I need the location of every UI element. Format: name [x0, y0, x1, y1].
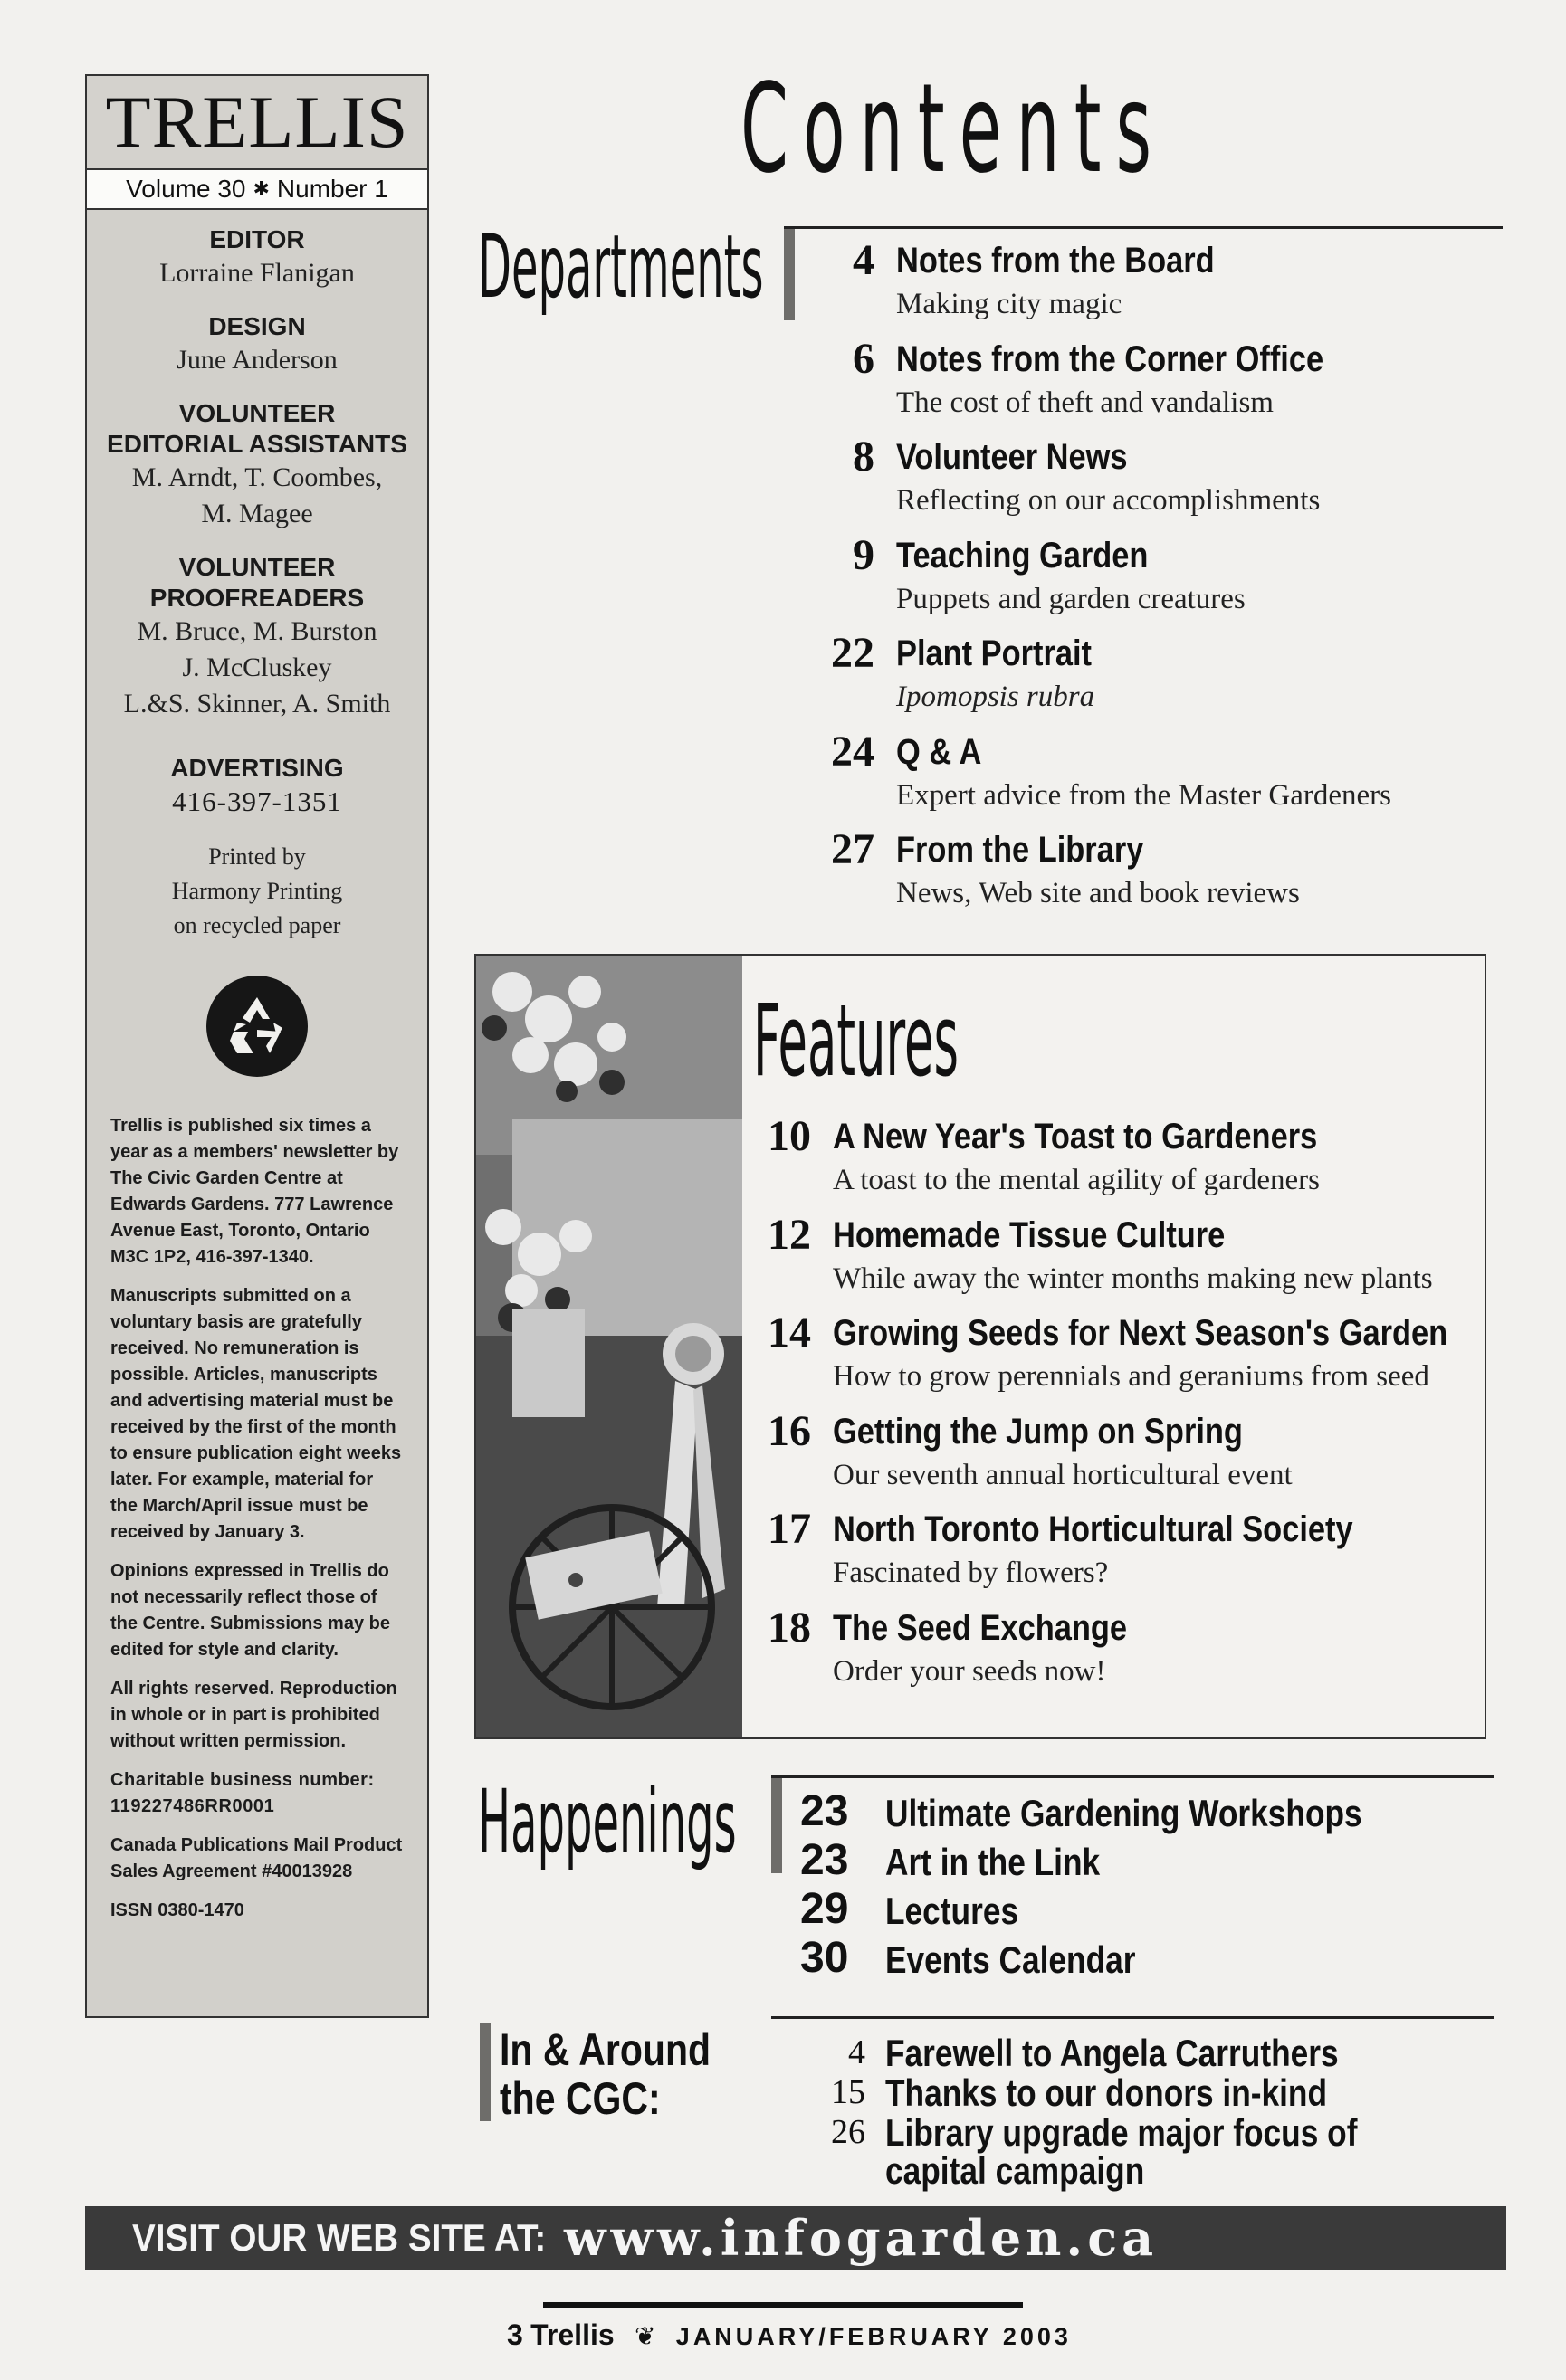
toc-page-number: 26	[831, 2113, 865, 2151]
toc-entry-subtitle: While away the winter months making new plants	[833, 1261, 1433, 1295]
footer-rule	[543, 2302, 1023, 2308]
toc-page-number: 23	[800, 1787, 849, 1835]
page-number: 3	[507, 2318, 523, 2351]
around-heading-line: In & Around	[500, 2024, 711, 2075]
toc-page-number: 4	[848, 2033, 865, 2071]
publication-name: Trellis	[530, 2318, 615, 2351]
toc-entry-title: Homemade Tissue Culture	[833, 1214, 1226, 1255]
printer-line: Printed by	[208, 843, 306, 870]
toc-entry-subtitle: Ipomopsis rubra	[896, 681, 1095, 713]
toc-entry-title: The Seed Exchange	[833, 1607, 1128, 1648]
staff-name: L.&S. Skinner, A. Smith	[123, 689, 391, 719]
volume-label: Volume 30	[126, 175, 246, 203]
staff-role: ADVERTISING	[170, 754, 344, 782]
toc-entry-subtitle: Puppets and garden creatures	[896, 582, 1246, 615]
recycle-icon	[206, 976, 308, 1077]
toc-page-number: 6	[853, 334, 874, 383]
fine-print-paragraph: Canada Publications Mail Product Sales Agreement #40013928	[110, 1835, 403, 1881]
toc-entry-title: Ultimate Gardening Workshops	[885, 1792, 1362, 1834]
toc-entry-title: Lectures	[885, 1890, 1019, 1932]
fine-print-paragraph: Charitable business number: 119227486RR0001	[110, 1770, 375, 1816]
toc-page-number: 10	[768, 1112, 811, 1160]
staff-role: EDITORIAL ASSISTANTS	[107, 430, 407, 458]
printer-credit	[87, 840, 427, 943]
staff-editor	[87, 224, 427, 291]
toc-entry-title: Art in the Link	[885, 1841, 1101, 1883]
staff-role: VOLUNTEER	[178, 553, 336, 581]
toc-entry-subtitle: Order your seeds now!	[833, 1654, 1106, 1688]
staff-design	[87, 311, 427, 378]
staff-name: June Anderson	[177, 345, 338, 375]
toc-entry-title: Growing Seeds for Next Season's Garden	[833, 1313, 1448, 1353]
toc-entry-subtitle: Our seventh annual horticultural event	[833, 1458, 1293, 1491]
toc-page-number: 9	[853, 530, 874, 579]
toc-page-number: 4	[853, 236, 874, 284]
toc-entry-title: From the Library	[896, 830, 1144, 870]
printer-line: on recycled paper	[173, 912, 341, 938]
masthead-logo	[85, 74, 429, 170]
toc-page-number: 15	[831, 2073, 865, 2111]
toc-page-number: 12	[768, 1210, 811, 1259]
staff-role: EDITOR	[209, 225, 305, 253]
staff-name: J. McCluskey	[182, 652, 332, 682]
staff-role: PROOFREADERS	[149, 584, 365, 612]
printer-line: Harmony Printing	[171, 878, 343, 904]
toc-entry-subtitle: The cost of theft and vandalism	[896, 386, 1274, 419]
section-accent-bar	[771, 1775, 782, 1873]
toc-page-number: 23	[800, 1836, 849, 1884]
page-footer	[507, 2318, 1072, 2352]
toc-entry-title: A New Year's Toast to Gardeners	[833, 1117, 1318, 1157]
masthead-sidebar	[85, 210, 429, 2018]
toc-entry-subtitle: News, Web site and book reviews	[896, 877, 1300, 909]
toc-entry-subtitle: Reflecting on our accomplishments	[896, 484, 1321, 517]
toc-page-number: 29	[800, 1885, 849, 1933]
staff-advertising	[87, 753, 427, 820]
section-divider	[784, 226, 1503, 229]
toc-entry-title: Notes from the Corner Office	[896, 338, 1324, 379]
asterisk-icon: ✱	[253, 177, 270, 200]
around-heading-line: the CGC:	[500, 2073, 661, 2124]
staff-name: M. Arndt, T. Coombes,	[131, 462, 383, 492]
toc-entry-title: Teaching Garden	[896, 535, 1149, 576]
advertising-phone: 416-397-1351	[172, 785, 342, 817]
toc-page-number: 22	[831, 629, 874, 677]
fine-print-paragraph: ISSN 0380-1470	[110, 1900, 244, 1920]
website-banner[interactable]	[85, 2206, 1506, 2270]
logo-text: TRELLIS	[105, 81, 409, 163]
happenings-heading: Happenings	[478, 1771, 737, 1872]
toc-entry-title: Thanks to our donors in-kind	[885, 2071, 1328, 2114]
toc-page-number: 30	[800, 1934, 849, 1982]
banner-lead: VISIT OUR WEB SITE AT:	[132, 2216, 547, 2259]
toc-page-number: 17	[768, 1505, 811, 1553]
issue-date: JANUARY/FEBRUARY 2003	[675, 2323, 1072, 2350]
toc-entry-title: Events Calendar	[885, 1938, 1136, 1981]
page-title: Contents	[740, 58, 1167, 201]
publication-fine-print	[87, 1113, 427, 1924]
toc-page-number: 8	[853, 433, 874, 481]
staff-role: DESIGN	[208, 312, 306, 340]
number-label: Number 1	[276, 175, 388, 203]
staff-name: Lorraine Flanigan	[159, 258, 355, 288]
toc-page-number: 18	[768, 1603, 811, 1652]
toc-page-number: 27	[831, 825, 874, 873]
staff-name: M. Bruce, M. Burston	[137, 616, 377, 646]
toc-entry-title: Volunteer News	[896, 437, 1128, 477]
departments-heading: Departments	[478, 216, 764, 318]
section-accent-bar	[480, 2023, 491, 2121]
toc-entry-title: Farewell to Angela Carruthers	[885, 2032, 1339, 2074]
fine-print-paragraph: All rights reserved. Reproduction in whole or in part is prohibited without written permission.	[110, 1679, 397, 1751]
toc-page-number: 16	[768, 1406, 811, 1455]
toc-entry-title: capital campaign	[885, 2149, 1145, 2192]
toc-entry-subtitle: Expert advice from the Master Gardeners	[896, 778, 1392, 812]
toc-entry-subtitle: How to grow perennials and geraniums from seed	[833, 1360, 1429, 1393]
garden-photo	[476, 956, 742, 1737]
staff-name: M. Magee	[201, 499, 313, 528]
staff-editorial-assistants	[87, 398, 427, 532]
features-heading: Features	[753, 983, 960, 1099]
website-link[interactable]: www.infogarden.ca	[564, 2209, 1159, 2267]
toc-entry-title: Notes from the Board	[896, 241, 1215, 281]
toc-entry-title: Getting the Jump on Spring	[833, 1411, 1243, 1452]
around-heading	[500, 2025, 711, 2123]
section-divider	[771, 2016, 1494, 2019]
toc-entry-title: Plant Portrait	[896, 633, 1092, 673]
toc-entry-subtitle: A toast to the mental agility of gardeners	[833, 1164, 1320, 1196]
toc-entry-title: Q & A	[896, 731, 982, 772]
fine-print-paragraph: Opinions expressed in Trellis do not necessarily reflect those of the Centre. Submissions may be edited for style and clarity.	[110, 1561, 390, 1660]
fine-print-paragraph: Trellis is published six times a year as a members' newsletter by The Civic Garden Centre at Edwards Gardens. 777 Lawrence Avenue East, Toronto, Ontario M3C 1P2, 416-397-1340.	[110, 1116, 399, 1267]
toc-entry-subtitle: Fascinated by flowers?	[833, 1557, 1109, 1589]
staff-proofreaders	[87, 552, 427, 722]
staff-role: VOLUNTEER	[178, 399, 336, 427]
volume-number	[85, 170, 429, 210]
toc-entry-subtitle: Making city magic	[896, 288, 1122, 320]
leaf-icon: ❦	[634, 2322, 656, 2350]
toc-entry-title: Library upgrade major focus of	[885, 2111, 1358, 2154]
toc-page-number: 14	[768, 1309, 811, 1357]
section-divider	[771, 1775, 1494, 1778]
toc-entry-title: North Toronto Horticultural Society	[833, 1509, 1353, 1549]
toc-page-number: 24	[831, 727, 874, 776]
fine-print-paragraph: Manuscripts submitted on a voluntary basis are gratefully received. No remuneration is possible. Articles, manuscripts and advertising material must be received by the first of the month to ensure publication eight weeks later. For example, material for the March/April issue must be received by January 3.	[110, 1286, 402, 1542]
